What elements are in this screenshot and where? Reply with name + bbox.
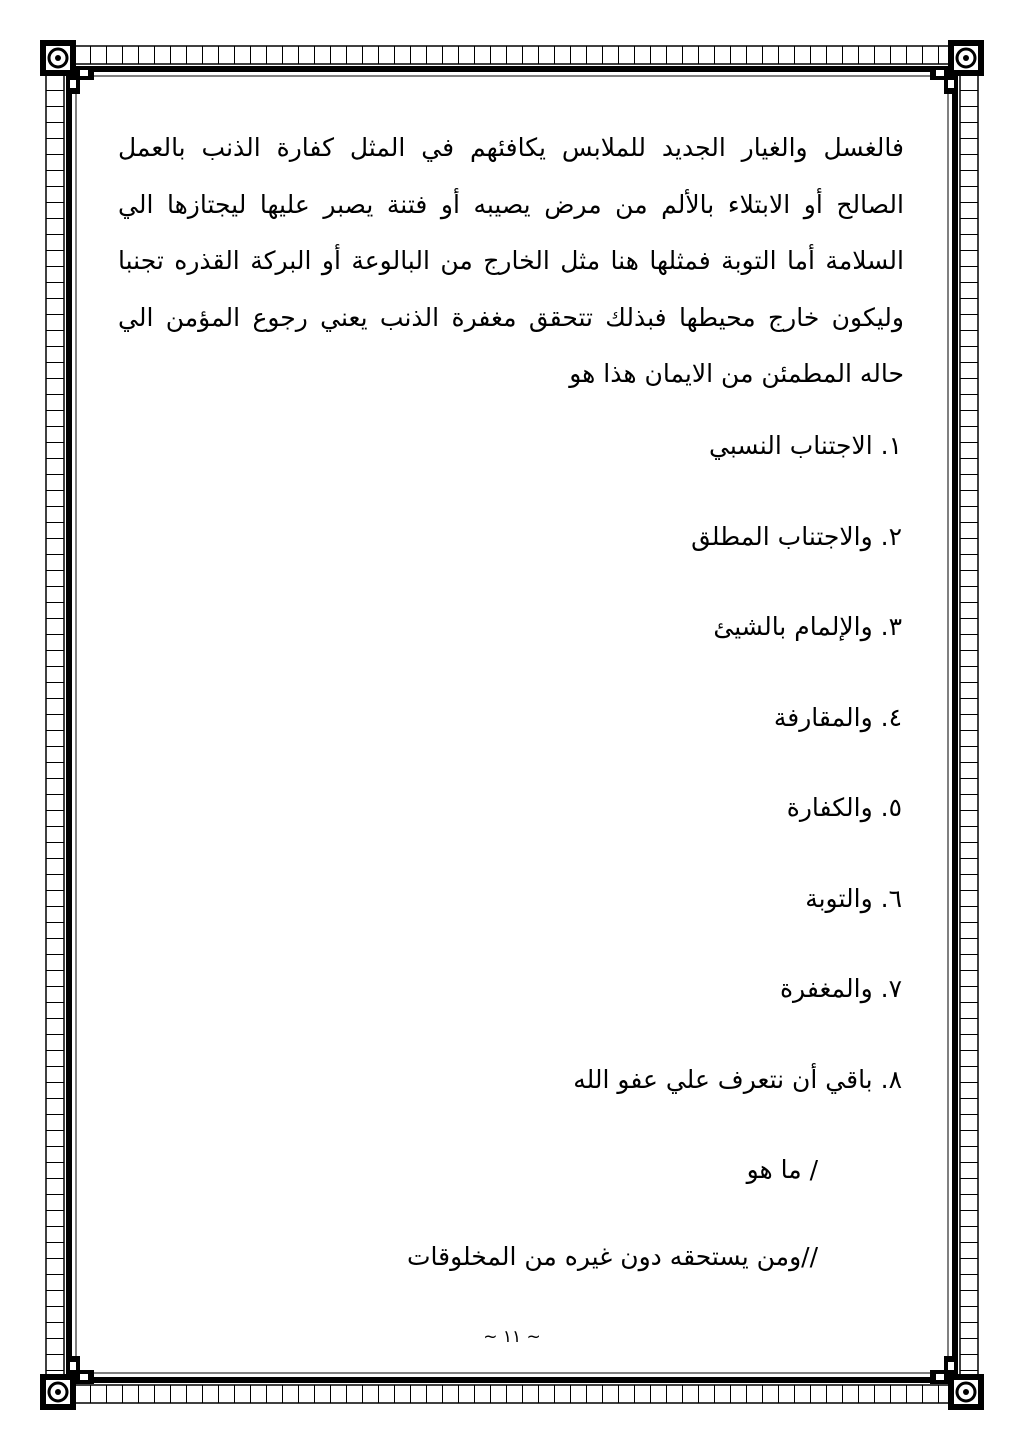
sub-note-question: / ما هو	[746, 1155, 818, 1184]
page-number: ~ ١١ ~	[483, 1327, 541, 1347]
list-item-number: ١.	[880, 431, 902, 460]
list-item-number: ٧.	[880, 974, 902, 1003]
list-item-text: والإلمام بالشيئ	[713, 612, 873, 641]
list-item-number: ٥.	[880, 793, 902, 822]
list-item	[573, 1055, 902, 1146]
list-item	[573, 421, 902, 512]
list-item-text: باقي أن نتعرف علي عفو الله	[573, 1064, 873, 1094]
list-item	[573, 602, 902, 693]
list-item-text: والمقارفة	[773, 702, 873, 732]
list-item	[573, 693, 902, 784]
list-item-text: والتوبة	[805, 883, 873, 913]
border-strip-bottom	[72, 1385, 952, 1403]
list-item-text: والمغفرة	[779, 974, 873, 1003]
list-item-number: ٨.	[880, 1064, 902, 1094]
list-item-number: ٤.	[880, 702, 902, 732]
list-item-number: ٣.	[880, 612, 902, 641]
list-item	[573, 874, 902, 965]
list-item-number: ٦.	[880, 883, 902, 913]
numbered-list	[573, 421, 902, 1145]
border-strip-right	[960, 72, 978, 1378]
main-paragraph	[118, 120, 904, 403]
paragraph-text: فالغسل والغيار الجديد للملابس يكافئهم في المثل كفارة الذنب بالعمل الصالح أو الابتلاء بالألم من مرض يصيبه أو فتنة يصبر عليها ليجتازها الي السلامة أما التوبة فمثلها هنا مثل الخارج من البالوعة أو البركة القذره تجنبا وليكون خارج محيطها فبذلك تتحقق مغفرة الذنب يعني رجوع المؤمن الي حاله المطمئن من الايمان هذا هو	[118, 133, 904, 388]
sub-note-answer: //ومن يستحقه دون غيره من المخلوقات	[406, 1242, 818, 1271]
list-item-text: والكفارة	[786, 793, 873, 822]
list-item-number: ٢.	[880, 521, 902, 551]
list-item	[573, 512, 902, 603]
border-strip-left	[46, 72, 64, 1378]
list-item	[573, 964, 902, 1055]
list-item-text: والاجتناب المطلق	[691, 521, 873, 551]
list-item-text: الاجتناب النسبي	[709, 431, 873, 460]
list-item	[573, 783, 902, 874]
border-strip-top	[72, 46, 952, 64]
